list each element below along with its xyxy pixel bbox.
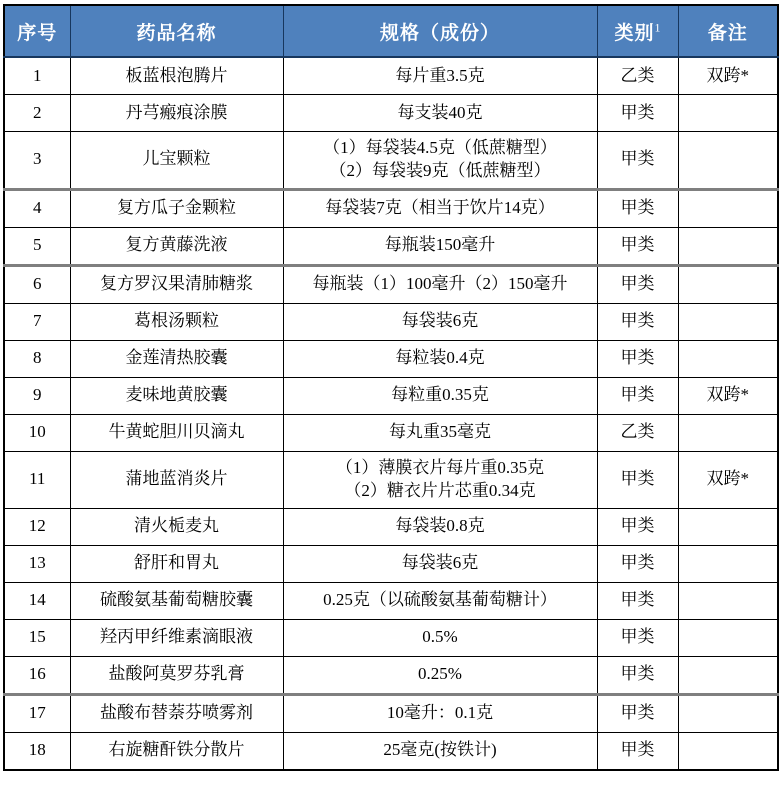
cell-index: 8 [4,340,70,377]
medicine-table [3,4,779,771]
spec-line: 0.5% [422,627,458,647]
cell-index: 1 [4,57,70,95]
cell-index: 9 [4,377,70,414]
cell-category: 甲类 [597,95,678,132]
cell-spec [283,340,597,377]
header-index-label: 序号 [17,22,58,44]
cell-index: 13 [4,545,70,582]
header-spec-label: 规格（成份） [379,22,500,44]
cell-name: 儿宝颗粒 [70,132,283,190]
spec-line: 每粒重0.35克 [391,385,489,405]
cell-name: 葛根汤颗粒 [70,303,283,340]
cell-index: 12 [4,508,70,545]
cell-category: 甲类 [597,303,678,340]
table-body [4,57,778,770]
cell-name: 板蓝根泡腾片 [70,57,283,95]
cell-spec [283,732,597,770]
cell-spec [283,377,597,414]
spec-line: 每片重3.5克 [395,65,485,85]
cell-index: 7 [4,303,70,340]
header-category [597,5,678,57]
spec-line: 0.25克（以硫酸氨基葡萄糖计） [323,590,557,610]
spec-line: 10毫升：0.1克 [386,703,494,723]
cell-spec [283,132,597,190]
table-row [4,265,778,303]
table-row [4,57,778,95]
cell-note [678,303,778,340]
cell-spec [283,451,597,508]
header-category-superscript: 1 [654,20,661,35]
table-row [4,694,778,732]
table-row [4,508,778,545]
cell-spec [283,619,597,656]
cell-spec [283,303,597,340]
header-spec [283,5,597,57]
cell-index: 18 [4,732,70,770]
cell-name: 右旋糖酐铁分散片 [70,732,283,770]
cell-spec [283,545,597,582]
cell-spec [283,656,597,694]
cell-note [678,619,778,656]
cell-category: 甲类 [597,340,678,377]
cell-index: 14 [4,582,70,619]
cell-spec [283,57,597,95]
cell-note [678,582,778,619]
cell-index: 15 [4,619,70,656]
cell-name: 盐酸阿莫罗芬乳膏 [70,656,283,694]
cell-name: 清火栀麦丸 [70,508,283,545]
cell-note [678,189,778,227]
cell-index: 6 [4,265,70,303]
cell-name: 舒肝和胃丸 [70,545,283,582]
spec-line: 每丸重35毫克 [389,422,491,442]
table-row [4,132,778,190]
spec-line: 每袋装6克 [401,553,479,573]
cell-category: 甲类 [597,619,678,656]
cell-category: 甲类 [597,508,678,545]
cell-note [678,227,778,265]
cell-name: 复方黄藤洗液 [70,227,283,265]
cell-name: 复方瓜子金颗粒 [70,189,283,227]
spec-line: （2）糖衣片片芯重0.34克 [344,480,536,500]
table-row [4,732,778,770]
spec-line: 每瓶装（1）100毫升（2）150毫升 [312,274,568,294]
cell-category: 甲类 [597,189,678,227]
table-row [4,340,778,377]
header-category-label: 类别 [614,22,655,44]
cell-index: 5 [4,227,70,265]
header-note [678,5,778,57]
table-header [4,5,778,57]
table-row [4,377,778,414]
spec-line: 0.25% [418,664,462,684]
cell-category: 甲类 [597,732,678,770]
cell-note [678,508,778,545]
table-row [4,545,778,582]
table-row [4,656,778,694]
cell-category: 甲类 [597,377,678,414]
cell-spec [283,95,597,132]
cell-note [678,265,778,303]
cell-note [678,414,778,451]
table-row [4,303,778,340]
cell-name: 麦味地黄胶囊 [70,377,283,414]
table-row [4,227,778,265]
cell-name: 牛黄蛇胆川贝滴丸 [70,414,283,451]
spec-line: （1）薄膜衣片每片重0.35克 [335,457,545,477]
table-row [4,95,778,132]
cell-name: 羟丙甲纤维素滴眼液 [70,619,283,656]
cell-note [678,656,778,694]
cell-note [678,132,778,190]
spec-line: 每袋装0.8克 [395,516,485,536]
cell-name: 盐酸布替萘芬喷雾剂 [70,694,283,732]
cell-category: 甲类 [597,132,678,190]
cell-category: 甲类 [597,265,678,303]
cell-index: 10 [4,414,70,451]
cell-category: 甲类 [597,227,678,265]
table-row [4,619,778,656]
header-note-label: 备注 [707,22,748,44]
cell-spec [283,414,597,451]
table-row [4,451,778,508]
cell-note [678,694,778,732]
spec-line: （2）每袋装9克（低蔗糖型） [329,160,551,180]
spec-line: 每袋装7克（相当于饮片14克） [325,198,555,218]
cell-category: 甲类 [597,656,678,694]
cell-note: 双跨* [678,377,778,414]
header-name [70,5,283,57]
cell-index: 4 [4,189,70,227]
header-index [4,5,70,57]
spec-line: 每袋装6克 [401,311,479,331]
cell-note: 双跨* [678,57,778,95]
cell-spec [283,508,597,545]
cell-category: 乙类 [597,57,678,95]
cell-note [678,340,778,377]
spec-line: 25毫克(按铁计) [383,740,497,760]
cell-index: 2 [4,95,70,132]
cell-index: 11 [4,451,70,508]
cell-name: 硫酸氨基葡萄糖胶囊 [70,582,283,619]
cell-spec [283,265,597,303]
header-name-label: 药品名称 [136,22,217,44]
spec-line: （1）每袋装4.5克（低蔗糖型） [323,138,557,157]
cell-category: 甲类 [597,582,678,619]
cell-name: 丹芎瘢痕涂膜 [70,95,283,132]
header-row [4,5,778,57]
spec-line: 每粒装0.4克 [395,348,485,368]
cell-index: 17 [4,694,70,732]
cell-spec [283,227,597,265]
spec-line: 每支装40克 [397,102,483,122]
cell-category: 甲类 [597,451,678,508]
cell-name: 金莲清热胶囊 [70,340,283,377]
cell-category: 乙类 [597,414,678,451]
cell-index: 3 [4,132,70,190]
cell-spec [283,189,597,227]
cell-index: 16 [4,656,70,694]
cell-spec [283,694,597,732]
cell-spec [283,582,597,619]
table-row [4,582,778,619]
cell-category: 甲类 [597,694,678,732]
cell-category: 甲类 [597,545,678,582]
spec-line: 每瓶装150毫升 [384,235,496,255]
cell-note [678,545,778,582]
cell-note [678,95,778,132]
table-row [4,189,778,227]
table-row [4,414,778,451]
cell-name: 复方罗汉果清肺糖浆 [70,265,283,303]
cell-note [678,732,778,770]
cell-note: 双跨* [678,451,778,508]
cell-name: 蒲地蓝消炎片 [70,451,283,508]
